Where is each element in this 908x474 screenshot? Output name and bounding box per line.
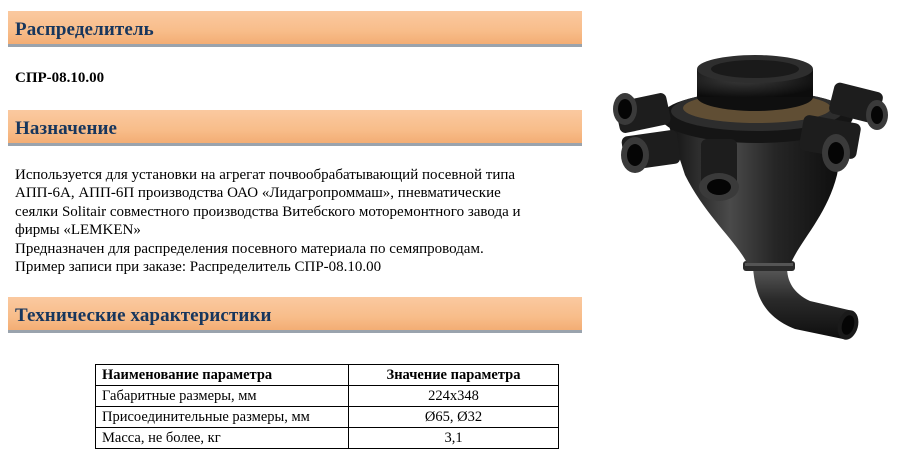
section-header-title	[8, 11, 582, 47]
param-value: Ø65, Ø32	[349, 407, 559, 428]
table-row	[96, 407, 559, 428]
param-value: 224х348	[349, 386, 559, 407]
column-header: Наименование параметра	[96, 365, 349, 386]
table-row	[96, 386, 559, 407]
product-photo	[605, 35, 905, 340]
table-row	[96, 428, 559, 449]
section-title-specs: Технические характеристики	[15, 305, 272, 326]
description-block	[15, 166, 575, 276]
description-line: сеялки Solitair совместного производства Витебского моторемонтного завода и	[15, 203, 521, 220]
column-header: Значение параметра	[349, 365, 559, 386]
param-name: Присоединительные размеры, мм	[96, 407, 349, 428]
param-value: 3,1	[349, 428, 559, 449]
section-title-purpose: Назначение	[15, 118, 118, 139]
model-number: СПР-08.10.00	[15, 70, 105, 86]
specs-table	[95, 364, 559, 449]
section-header-specs	[8, 297, 582, 333]
description-line: АПП-6А, АПП-6П производства ОАО «Лидагропроммаш», пневматические	[15, 185, 501, 202]
description-line: Предназначен для распределения посевного материала по семяпроводам.	[15, 240, 484, 257]
description-line: Пример записи при заказе: Распределитель СПР-08.10.00	[15, 259, 382, 276]
param-name: Габаритные размеры, мм	[96, 386, 349, 407]
param-name: Масса, не более, кг	[96, 428, 349, 449]
page-title: Распределитель	[15, 19, 154, 40]
description-line: фирмы «LEMKEN»	[15, 222, 141, 239]
section-header-purpose	[8, 110, 582, 146]
table-header-row	[96, 365, 559, 386]
description-line: Используется для установки на агрегат почвообрабатывающий посевной типа	[15, 167, 516, 183]
